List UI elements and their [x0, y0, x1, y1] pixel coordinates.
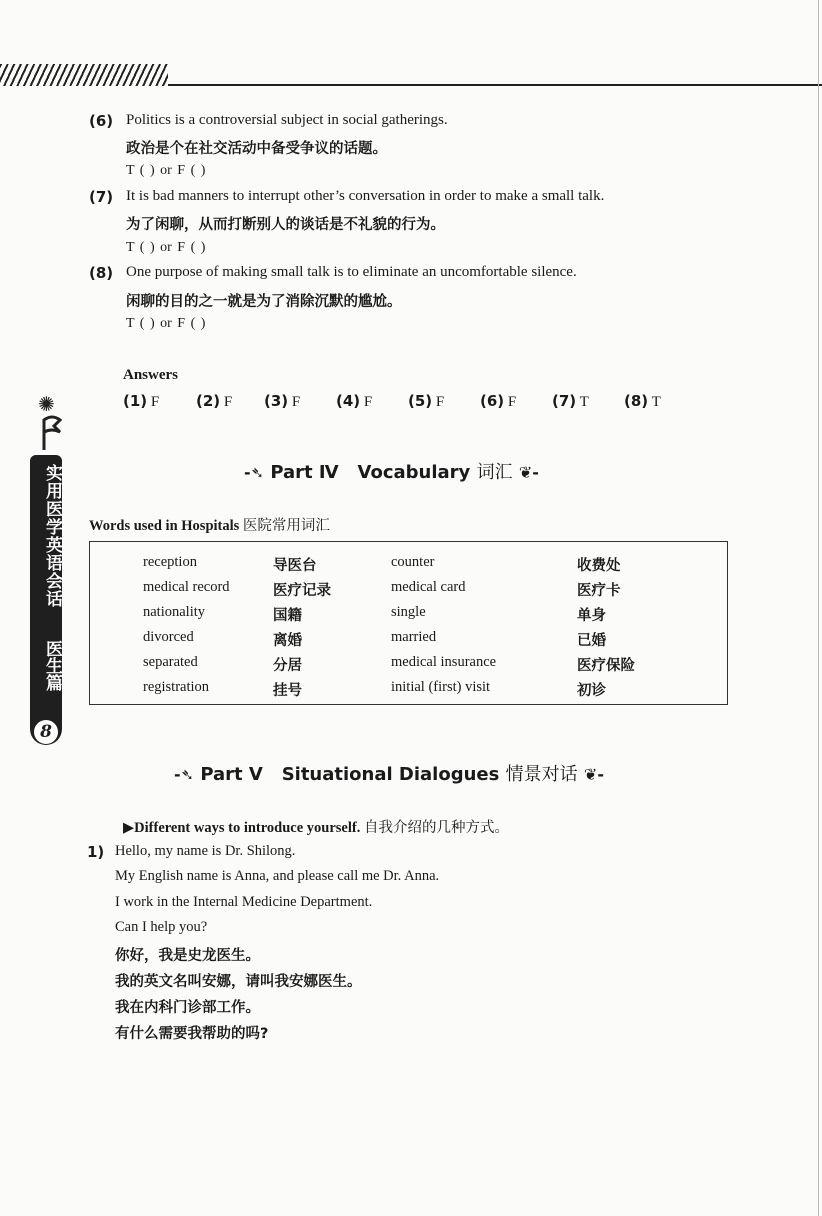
- dialogue-intro: ▶Different ways to introduce yourself. 自我介绍的几种方式。: [123, 820, 509, 836]
- question-text-en: One purpose of making small talk is to eliminate an uncomfortable silence.: [126, 264, 577, 280]
- question-text-zh: 政治是个在社交活动中备受争议的话题。: [126, 141, 387, 157]
- vocab-term-en: medical insurance: [391, 654, 497, 670]
- answer-item: (1) F: [123, 392, 160, 410]
- answer-item: (2) F: [196, 392, 233, 410]
- dialogue-line-zh: 我在内科门诊部工作。: [115, 1000, 260, 1016]
- vocab-term-en: married: [391, 629, 437, 645]
- true-false-choice: T ( ) or F ( ): [126, 163, 206, 178]
- vocab-term-en: separated: [143, 654, 198, 670]
- answer-item: (4) F: [336, 392, 373, 410]
- question-number: (7): [89, 188, 114, 206]
- vocab-term-zh: 挂号: [273, 683, 302, 699]
- page-edge: [818, 0, 819, 1216]
- vocab-term-zh: 医疗保险: [577, 658, 635, 674]
- section-heading: -➴ Part Ⅳ Vocabulary 词汇 ❦-: [244, 462, 539, 483]
- dialogue-line-zh: 有什么需要我帮助的吗?: [115, 1026, 269, 1042]
- vocab-term-zh: 国籍: [273, 608, 302, 624]
- answer-item: (6) F: [480, 392, 517, 410]
- vocab-term-zh: 导医台: [273, 558, 317, 574]
- true-false-choice: T ( ) or F ( ): [126, 240, 206, 255]
- ornament-right-icon: ❦-: [583, 765, 604, 784]
- subsection-heading: Words used in Hospitals 医院常用词汇: [89, 518, 330, 534]
- vocab-term-zh: 医疗记录: [273, 583, 331, 599]
- book-subtitle: 医生篇: [42, 640, 62, 691]
- section-heading: -➴ Part Ⅴ Situational Dialogues 情景对话 ❦-: [174, 764, 604, 785]
- ornament-left-icon: -➴: [244, 463, 265, 482]
- sun-icon: ✺: [38, 394, 55, 416]
- vocab-term-en: divorced: [143, 629, 194, 645]
- vocab-term-en: nationality: [143, 604, 206, 620]
- dialogue-line-en: Can I help you?: [115, 919, 208, 935]
- ornament-left-icon: -➴: [174, 765, 195, 784]
- triangle-bullet-icon: ▶: [123, 820, 135, 836]
- question-number: (8): [89, 264, 114, 282]
- vocab-term-zh: 初诊: [577, 683, 606, 699]
- vocab-term-en: initial (first) visit: [391, 679, 491, 695]
- dialogue-line-en: Hello, my name is Dr. Shilong.: [115, 843, 296, 859]
- vocab-term-zh: 收费处: [577, 558, 621, 574]
- answer-item: (7) T: [552, 392, 589, 410]
- dialogue-line-zh: 你好，我是史龙医生。: [115, 948, 260, 964]
- vocab-term-zh: 已婚: [577, 633, 606, 649]
- vocab-term-zh: 单身: [577, 608, 606, 624]
- page-number: 8: [34, 720, 58, 744]
- question-text-zh: 为了闲聊，从而打断别人的谈话是不礼貌的行为。: [126, 217, 445, 233]
- answer-item: (5) F: [408, 392, 445, 410]
- answer-item: (3) F: [264, 392, 301, 410]
- question-number: (6): [89, 112, 114, 130]
- vocab-term-en: registration: [143, 679, 210, 695]
- flag-icon: [40, 412, 62, 452]
- ornament-right-icon: ❦-: [518, 463, 539, 482]
- vocab-term-zh: 医疗卡: [577, 583, 621, 599]
- vocab-term-en: single: [391, 604, 426, 620]
- vocab-term-en: medical record: [143, 579, 230, 595]
- book-title: 实用医学英语会话: [42, 464, 62, 608]
- vocab-term-en: counter: [391, 554, 435, 570]
- question-text-en: It is bad manners to interrupt other’s conversation in order to make a small talk.: [126, 188, 605, 204]
- dialogue-line-en: My English name is Anna, and please call me Dr. Anna.: [115, 868, 440, 884]
- question-text-en: Politics is a controversial subject in social gatherings.: [126, 112, 448, 128]
- question-text-zh: 闲聊的目的之一就是为了消除沉默的尴尬。: [126, 294, 402, 310]
- header-hatch-decoration: [0, 64, 168, 86]
- header-rule: [168, 84, 822, 86]
- vocab-term-en: reception: [143, 554, 197, 570]
- answer-item: (8) T: [624, 392, 661, 410]
- vocab-term-en: medical card: [391, 579, 466, 595]
- dialogue-number: 1): [87, 843, 105, 861]
- vocab-term-zh: 离婚: [273, 633, 302, 649]
- answers-heading: Answers: [123, 367, 178, 383]
- dialogue-line-zh: 我的英文名叫安娜，请叫我安娜医生。: [115, 974, 362, 990]
- dialogue-line-en: I work in the Internal Medicine Department.: [115, 894, 373, 910]
- true-false-choice: T ( ) or F ( ): [126, 316, 206, 331]
- vocab-term-zh: 分居: [273, 658, 302, 674]
